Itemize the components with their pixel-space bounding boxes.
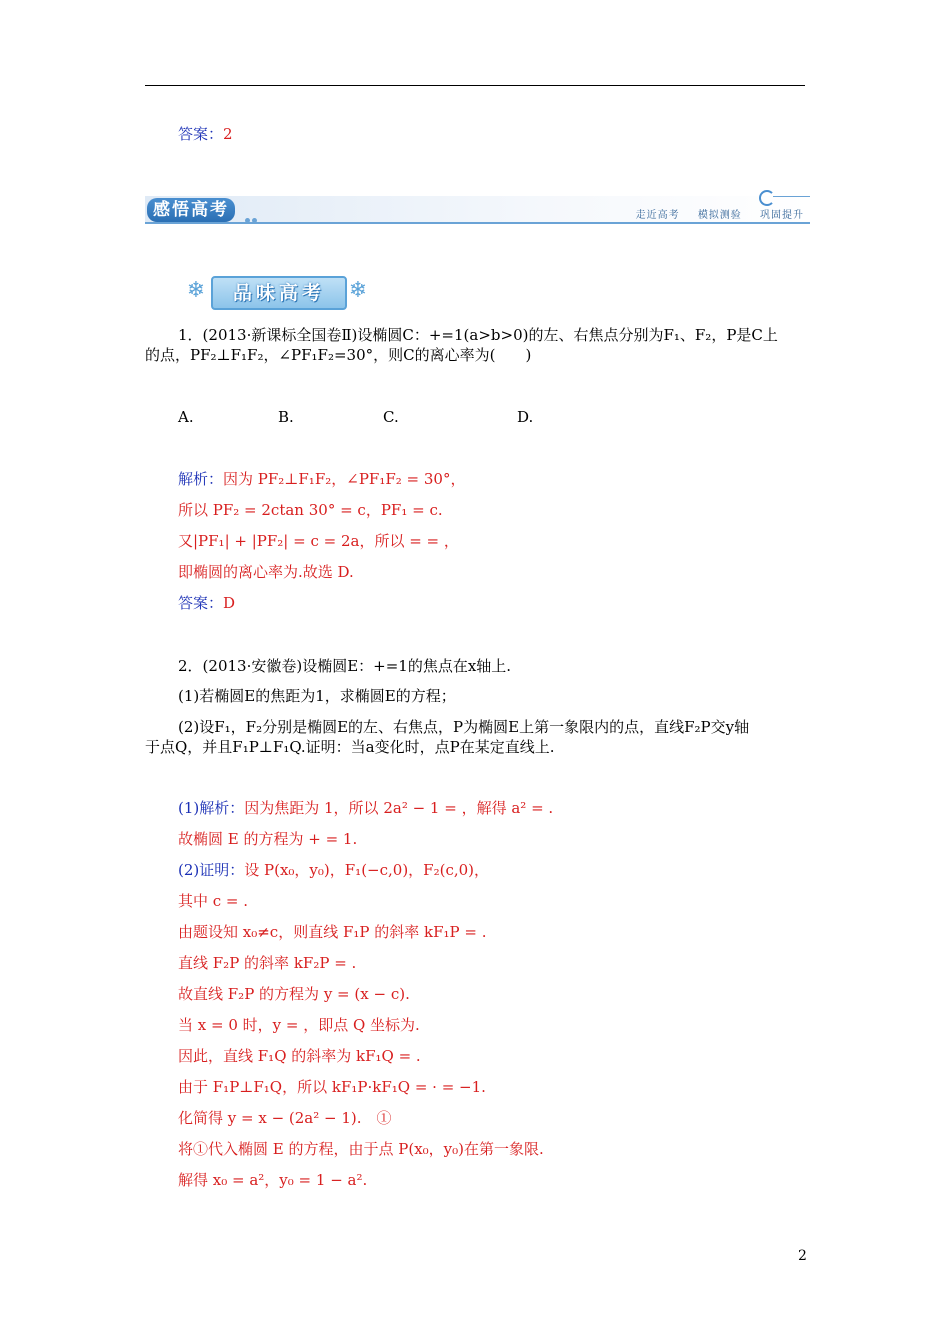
q1-option-b: B.	[278, 408, 294, 426]
q2-sol2-label: (2)证明：	[178, 861, 245, 879]
q1-line2: 的点，PF₂⊥F₁F₂，∠PF₁F₂=30°，则C的离心率为( )	[145, 346, 532, 364]
section-banner	[145, 188, 810, 226]
q2-part1: (1)若椭圆E的焦距为1，求椭圆E的方程；	[178, 687, 456, 705]
page-number: 2	[798, 1248, 807, 1264]
banner-dots-icon	[245, 208, 259, 214]
q2-sol2-line: 由于 F₁P⊥F₁Q，所以 kF₁P·kF₁Q = · = −1.	[178, 1078, 486, 1096]
top-answer	[178, 124, 233, 144]
q2-sol2-line: 因此，直线 F₁Q 的斜率为 kF₁Q = .	[178, 1047, 421, 1065]
q2-part2-line2: 于点Q，并且F₁P⊥F₁Q.证明：当a变化时，点P在某定直线上.	[145, 738, 555, 756]
q1-solution-line: 即椭圆的离心率为.故选 D.	[178, 563, 354, 581]
q1-solution-line	[178, 469, 465, 489]
q2-sol2-line: 将①代入椭圆 E 的方程，由于点 P(x₀，y₀)在第一象限.	[178, 1140, 544, 1158]
top-answer-value: 2	[223, 125, 233, 143]
q1-line1: 1．(2013·新课标全国卷Ⅱ)设椭圆C：+=1(a>b>0)的左、右焦点分别为F₁、F₂，P是C上	[178, 326, 778, 344]
q2-sol2-line: 当 x = 0 时，y = ，即点 Q 坐标为.	[178, 1016, 420, 1034]
snowflake-icon: ❄	[186, 278, 206, 303]
q2-sol2-line: 由题设知 x₀≠c，则直线 F₁P 的斜率 kF₁P = .	[178, 923, 487, 941]
banner-title: 感悟高考	[147, 198, 235, 222]
header-rule	[145, 85, 805, 86]
swirl-icon	[759, 190, 775, 206]
q2-line1: 2．(2013·安徽卷)设椭圆E：+=1的焦点在x轴上.	[178, 657, 512, 675]
q2-sol2-line: 解得 x₀ = a²，y₀ = 1 − a².	[178, 1171, 368, 1189]
q2-sol1-text: 因为焦距为 1，所以 2a² − 1 = ，解得 a² = .	[244, 799, 554, 817]
q1-answer-label: 答案：	[178, 594, 224, 612]
q2-sol2-line: 其中 c = .	[178, 892, 249, 910]
q1-option-d: D.	[517, 408, 534, 426]
section-badge	[185, 268, 369, 314]
q2-sol2-text: 设 P(x₀，y₀)，F₁(−c,0)，F₂(c,0)，	[244, 861, 490, 879]
q2-sol1-line2: 故椭圆 E 的方程为 + = 1.	[178, 830, 358, 848]
q2-sol2-line: 直线 F₂P 的斜率 kF₂P = .	[178, 954, 357, 972]
q2-sol2-line: 故直线 F₂P 的方程为 y = (x − c).	[178, 985, 410, 1003]
q1-solution-line: 所以 PF₂ = 2ctan 30° = c，PF₁ = c.	[178, 501, 443, 519]
q1-solution-line: 又|PF₁| + |PF₂| = c = 2a，所以 = = ，	[178, 532, 459, 550]
q2-sol2-line	[178, 860, 489, 880]
q1-solution-label: 解析：	[178, 470, 224, 488]
banner-nav-item: 模拟测验	[697, 210, 742, 221]
q2-part2-line1: (2)设F₁，F₂分别是椭圆E的左、右焦点，P为椭圆E上第一象限内的点，直线F₂P交y轴	[178, 718, 750, 736]
q1-solution-text: 因为 PF₂⊥F₁F₂，∠PF₁F₂ = 30°，	[223, 470, 466, 488]
banner-nav-item: 巩固提升	[760, 210, 804, 221]
snowflake-icon: ❄	[348, 278, 368, 303]
q2-sol1-line	[178, 798, 553, 818]
q1-option-c: C.	[383, 408, 399, 426]
q1-option-a: A.	[178, 408, 194, 426]
banner-nav	[622, 206, 804, 221]
top-answer-label: 答案：	[178, 125, 224, 143]
q1-answer	[178, 593, 235, 613]
banner-nav-item: 走近高考	[635, 210, 680, 221]
badge-label: 品味高考	[211, 276, 347, 310]
q1-answer-value: D	[223, 594, 236, 612]
q2-sol1-label: (1)解析：	[178, 799, 245, 817]
q2-sol2-line: 化简得 y = x − (2a² − 1). ①	[178, 1109, 392, 1127]
